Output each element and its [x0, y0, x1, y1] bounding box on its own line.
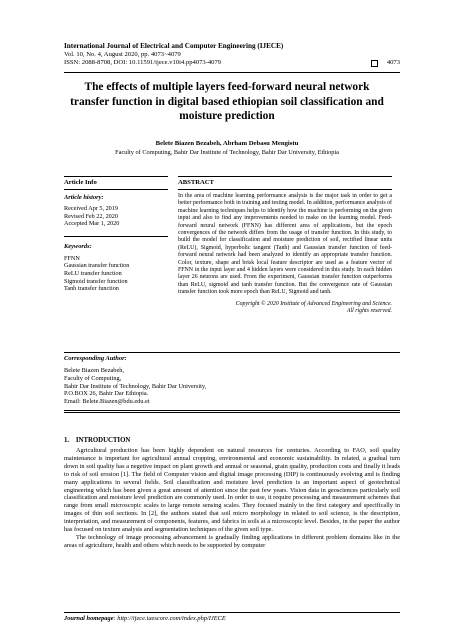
abstract-heading: ABSTRACT [178, 176, 392, 190]
volume-line: Vol. 10, No. 4, August 2020, pp. 4073~4079 [64, 51, 181, 58]
section-divider [64, 412, 400, 413]
article-info-column [64, 176, 168, 293]
issn-line: ISSN: 2088-8708, DOI: 10.11591/ijece.v10i4.pp4073-4079 [64, 59, 222, 66]
history-accepted: Accepted Mar 1, 2020 [64, 220, 120, 228]
introduction-heading: 1. INTRODUCTION [64, 437, 131, 444]
header-divider [64, 72, 400, 73]
journal-header [64, 42, 400, 67]
paper-affiliation: Faculty of Computing, Bahir Dar Institute of Technology, Bahir Dar University, Ethiopia [115, 149, 339, 156]
history-revised: Revised Feb 22, 2020 [64, 212, 118, 220]
footer-divider [64, 612, 400, 613]
copyright-notice [178, 301, 392, 316]
info-divider [64, 236, 168, 237]
keyword-item: Tanh transfer function [64, 285, 119, 293]
paper-authors: Belete Biazen Bezabeh, Abrham Debasu Mengistu [155, 140, 299, 147]
corresponding-faculty: Faculty of Computing, [64, 374, 122, 382]
history-list [64, 205, 168, 228]
corresponding-email: Email: Belete.Biazen@bdu.edu.et [64, 398, 150, 406]
homepage-label: Journal homepage [64, 615, 114, 622]
rights-line: All rights reserved. [346, 308, 392, 315]
keywords-heading: Keywords: [64, 242, 92, 250]
issn-row [64, 59, 400, 67]
corresponding-divider [64, 352, 400, 353]
introduction-paragraph: The technology of image processing advancement is gradually finding applications in different problem domains like in the areas of agriculture, health and others which needs to be supported by computer [64, 533, 400, 549]
page-number: 4073 [386, 59, 400, 66]
keyword-item: ReLU transfer function [64, 269, 122, 277]
keyword-item: Sigmoid transfer function [64, 277, 128, 285]
section-divider [64, 410, 400, 411]
corresponding-address: P.O.BOX 26, Bahir Dar Ethiopia. [64, 390, 149, 398]
keyword-item: Gaussian transfer function [64, 262, 130, 270]
introduction-paragraph: Agricultural production has been highly dependent on natural resources for centuries. According to FAO, soil quality maintenance is important for agricultural annual cropping, environmental and economic sustainability. In related, a gradual turn down in soil quality has a negetive impact on plant growth and annual or seasonal, grain quality, production costs and finally it leads to risk of soil erosion [1]. The field of Computer vision and digital image processing (DIP) is continuously evolving and is finding many applications in several fields. Soil classification and moisture level prediction is an important aspect of geotechnical engineering which has been given a great amount of attention since the past few years. Vision data in geosciences particularly soil classification and moisture level prediction are commonly used. In order to use, it require processing and measurement schemes that range from small microscopic scales to large remote sensing scales. They focused mainly to the first category and specifically in images of thin soil sections. In [2], the authors stated that soil micro morphology in related to soil science, is the description, interpretation, and measurement of components, features, and fabrics in soils at a microscopic level. Besides, in the paper the author has focused on texture analysis and segmentation techniques of the given soil type. [64, 447, 400, 534]
square-icon [371, 60, 378, 67]
keyword-item: FFNN [64, 254, 80, 262]
corresponding-institute: Bahir Dar Institute of Technology, Bahir Dar University, [64, 382, 207, 390]
abstract-column [178, 176, 392, 316]
introduction-section [64, 436, 400, 550]
history-received: Received Apr 5, 2019 [64, 205, 118, 212]
copyright-line: Copyright © 2020 Institute of Advanced Engineering and Science. [235, 300, 392, 307]
journal-name: International Journal of Electrical and Computer Engineering (IJECE) [64, 42, 284, 50]
article-info-heading: Article Info [64, 176, 168, 190]
keywords-list [64, 255, 168, 293]
homepage-link[interactable]: http://ijece.iaescore.com/index.php/IJECE [117, 615, 226, 622]
corresponding-heading: Corresponding Author: [64, 355, 127, 362]
journal-footer: Journal homepage: http://ijece.iaescore.com/index.php/IJECE [64, 615, 226, 622]
corresponding-details [64, 367, 400, 406]
corresponding-name: Belete Biazen Bezabeh, [64, 367, 124, 374]
abstract-text: In the area of machine learning performance analysis is the major task in order to get a better performance both in training and testing model. In addition, performance analysis of machine learning techniques helps to identify how the machine is performing on the given input and also to find any improvements needed to make on the learning model. Feed-forward neural network (FFNN) has different area of applications, but the epoch convergences of the network differs from the usage of transfer function. In this study, to build the model for classification and moisture prediction of soil, rectified linear units (ReLU), Sigmoid, hyperbolic tangent (Tanh) and Gaussian transfer function of feed-forward neural network had been analyzed to identify an appropriate transfer function. Color, texture, shape and brisk local feature descriptor are used as a feature vector of FFNN in the input layer and 4 hidden layers were considered in this study. In each hidden layer 26 neurons are used. From the experiment, Gaussian transfer function outperforms than ReLU, sigmoid and tanh transfer function. But the convergence rate of Gaussian transfer function took more epoch than ReLU, Sigmoid and tanh. [178, 193, 392, 296]
corresponding-author-block [64, 352, 400, 413]
article-history-heading: Article history: [64, 194, 104, 201]
paper-title: The effects of multiple layers feed-forward neural network transfer function in digital based ethiopian soil classification and moisture prediction [70, 81, 384, 122]
